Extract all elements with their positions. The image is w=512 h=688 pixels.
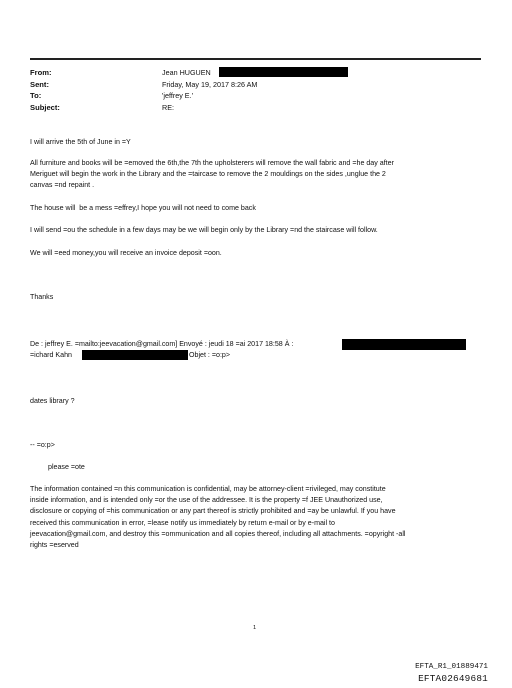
to-value: 'jeffrey E.' (162, 91, 193, 100)
body-paragraph-house: The house will be a mess =effrey,I hope you will not need to come back (30, 204, 256, 212)
subject-label: Subject: (30, 103, 60, 112)
body-thanks: Thanks (30, 293, 54, 301)
from-label: From: (30, 68, 52, 77)
subject-value: RE: (162, 103, 174, 112)
quoted-header-line: De : jeffrey E. =mailto:jeevacation@gmail.com] Envoyé : jeudi 18 =ai 2017 18:58 À : (30, 340, 294, 348)
quoted-dates-library: dates library ? (30, 397, 75, 405)
header-rule (30, 58, 481, 60)
body-paragraph-arrival: I will arrive the 5th of June in =Y (30, 138, 131, 146)
document-id-secondary: EFTA02649681 (418, 673, 488, 684)
body-paragraph-furniture: All furniture and books will be =emoved the 6th,the 7th the upholsterers will remove the wall fabric and =he day after Meriguet will begin the work in the Library and the =taircase to remove the 2 mouldings on the sides ,unglue the 2 canvas =nd repaint . (30, 159, 394, 189)
to-label: To: (30, 91, 42, 100)
sent-value: Friday, May 19, 2017 8:26 AM (162, 80, 258, 89)
quoted-subject: Objet : =o:p> (189, 351, 231, 359)
redaction-box (342, 339, 466, 350)
quoted-recipient-name: =ichard Kahn (30, 351, 73, 359)
page-number: 1 (253, 625, 257, 631)
redaction-box (219, 67, 348, 77)
from-value: Jean HUGUEN (162, 68, 211, 77)
redaction-box (82, 350, 188, 360)
confidentiality-disclaimer: The information contained =n this communication is confidential, may be attorney-client =rivileged, may constitute inside information, and is intended only =or the use of the addressee. It is the property =f JEE Unauthorized use, disclosure or copying of =his communication or any part thereof is strictly prohibited and =ay be unlawful. If you have received this communication in error, =lease notify us immediately by return e-mail or by e-mail to jeevacation@gmail.com, and destroy this =ommunication and all copies thereof, including all attachments. =opyright -all rights =eserved (30, 485, 406, 550)
quoted-please-note: please =ote (48, 463, 85, 471)
body-paragraph-money: We will =eed money,you will receive an invoice deposit =oon. (30, 249, 222, 257)
quoted-separator: -- =o:p> (30, 441, 55, 449)
body-paragraph-schedule: I will send =ou the schedule in a few days may be we will begin only by the Library =nd the staircase will follow. (30, 226, 378, 234)
document-id-primary: EFTA_R1_01889471 (415, 663, 488, 671)
sent-label: Sent: (30, 80, 49, 89)
